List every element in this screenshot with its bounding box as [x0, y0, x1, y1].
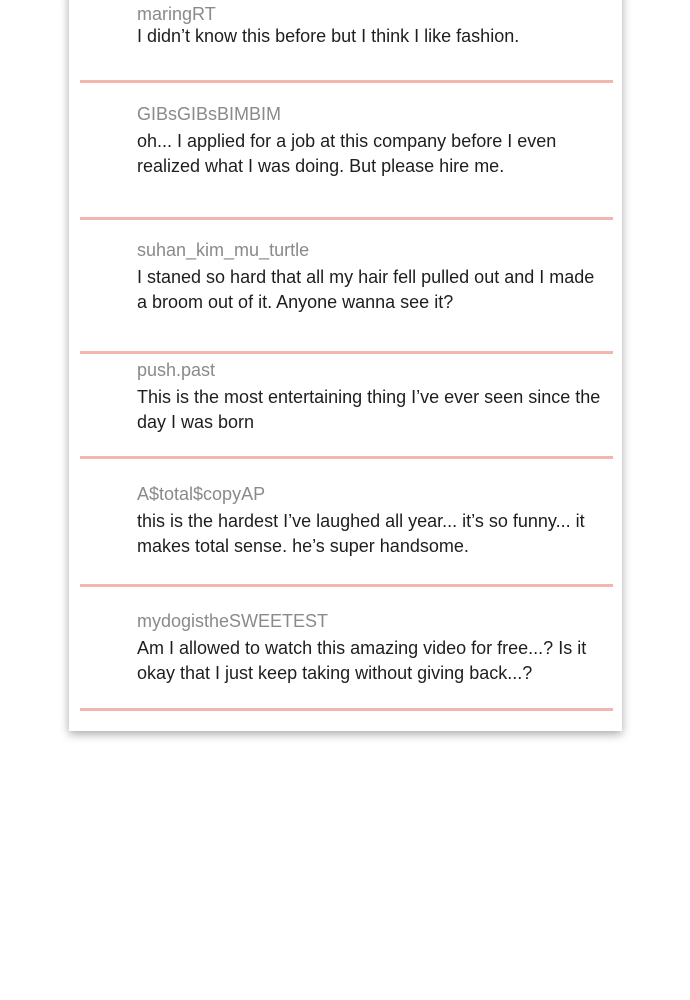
comment-username[interactable]: GIBsGIBsBIMBIM: [137, 104, 282, 124]
comment-divider: [80, 456, 613, 459]
comment-divider: [80, 351, 613, 354]
comment-divider: [80, 708, 613, 711]
comment-text: I didn’t know this before but I think I like fashion.: [137, 26, 520, 46]
comment-divider: [80, 217, 613, 220]
comment-text: I staned so hard that all my hair fell pulled out and I made a broom out of it. Anyone wanna see it?: [137, 267, 595, 312]
comment-username[interactable]: push.past: [137, 360, 216, 380]
comments-panel: [69, 0, 622, 731]
comment-username[interactable]: mydogistheSWEETEST: [137, 611, 329, 631]
comment-text: This is the most entertaining thing I’ve ever seen since the day I was born: [137, 387, 601, 432]
comment-divider: [80, 584, 613, 587]
comment-username[interactable]: maringRT: [137, 4, 216, 24]
comment-text: Am I allowed to watch this amazing video for free...? Is it okay that I just keep taking without giving back...?: [137, 638, 587, 683]
comment-divider: [80, 80, 613, 83]
comment-username[interactable]: A$total$copyAP: [137, 484, 266, 504]
comment-text: oh... I applied for a job at this company before I even realized what I was doing. But please hire me.: [137, 131, 557, 176]
comment-text: this is the hardest I’ve laughed all year... it’s so funny... it makes total sense. he’s super handsome.: [137, 511, 585, 556]
comment-username[interactable]: suhan_kim_mu_turtle: [137, 240, 310, 260]
